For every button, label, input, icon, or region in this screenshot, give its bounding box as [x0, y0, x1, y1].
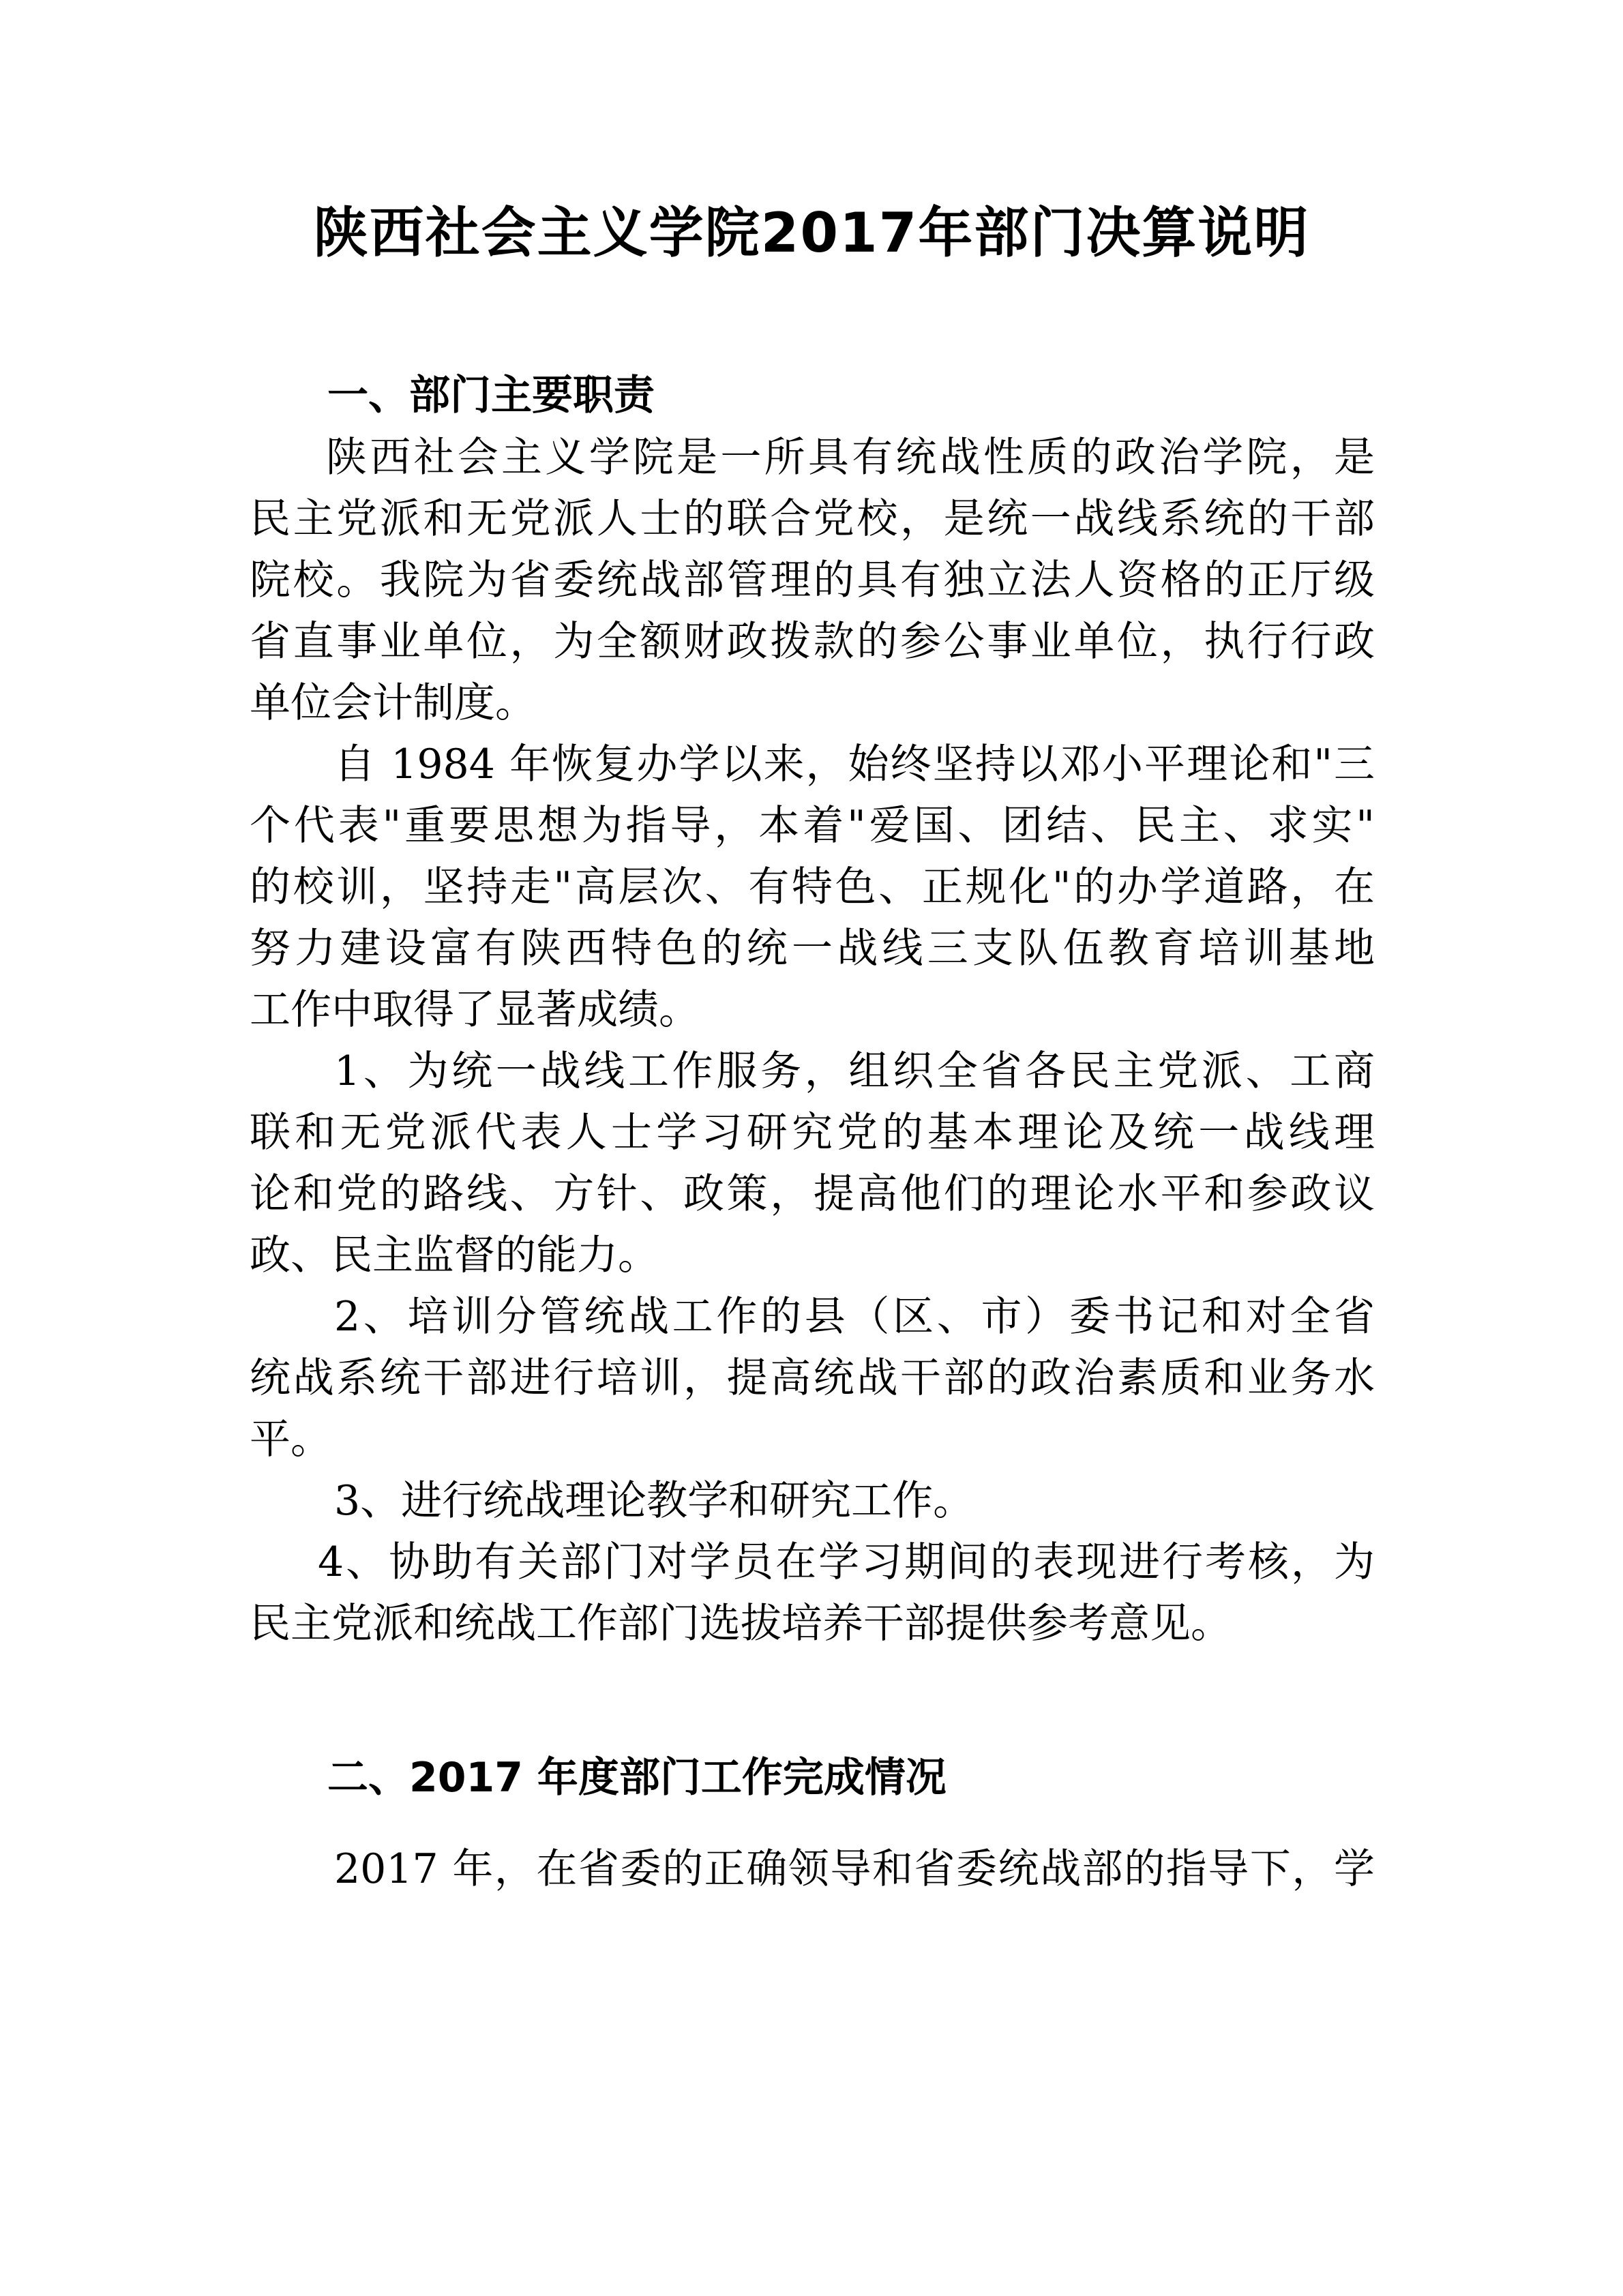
paragraph-line: 4、协助有关部门对学员在学习期间的表现进行考核，为: [318, 1538, 1375, 1586]
paragraph-line: 省直事业单位，为全额财政拨款的参公事业单位，执行行政: [250, 618, 1375, 666]
paragraph-line: 联和无党派代表人士学习研究党的基本理论及统一战线理: [250, 1109, 1375, 1157]
paragraph-line: 2、培训分管统战工作的县（区、市）委书记和对全省: [334, 1293, 1375, 1341]
paragraph-line: 努力建设富有陕西特色的统一战线三支队伍教育培训基地: [250, 925, 1375, 972]
paragraph-line: 的校训，坚持走"高层次、有特色、正规化"的办学道路，在: [250, 863, 1375, 911]
duty-item-2: [250, 1286, 1375, 1470]
paragraph-history: [250, 734, 1375, 1041]
paragraph-line: 平。: [250, 1416, 331, 1463]
paragraph-line: 民主党派和无党派人士的联合党校，是统一战线系统的干部: [250, 495, 1375, 543]
paragraph-line: 自 1984 年恢复办学以来，始终坚持以邓小平理论和"三: [334, 741, 1375, 788]
section-heading-2017-work: 二、2017 年度部门工作完成情况: [327, 1754, 947, 1802]
paragraph-line: 1、为统一战线工作服务，组织全省各民主党派、工商: [334, 1047, 1375, 1095]
paragraph-line: 政、民主监督的能力。: [250, 1232, 659, 1279]
paragraph-line: 民主党派和统战工作部门选拔培养干部提供参考意见。: [250, 1600, 1232, 1648]
paragraph-line: 陕西社会主义学院是一所具有统战性质的政治学院，是: [326, 434, 1375, 481]
duty-item-3: [250, 1470, 1375, 1532]
paragraph-line: 统战系统干部进行培训，提高统战干部的政治素质和业务水: [250, 1354, 1375, 1402]
paragraph-line: 论和党的路线、方针、政策，提高他们的理论水平和参政议: [250, 1170, 1375, 1218]
paragraph-line: 2017 年，在省委的正确领导和省委统战部的指导下，学: [334, 1845, 1375, 1893]
paragraph-line: 单位会计制度。: [250, 679, 536, 727]
paragraph-intro: [250, 427, 1375, 734]
paragraph-line: 院校。我院为省委统战部管理的具有独立法人资格的正厅级: [250, 556, 1375, 604]
duty-item-1: [250, 1041, 1375, 1286]
paragraph-line: 3、进行统战理论教学和研究工作。: [334, 1477, 974, 1525]
paragraph-line: 个代表"重要思想为指导，本着"爱国、团结、民主、求实": [250, 802, 1375, 850]
paragraph-2017-work: [250, 1838, 1375, 1900]
paragraph-line: 工作中取得了显著成绩。: [250, 986, 700, 1034]
duty-item-4: [250, 1532, 1375, 1654]
document-title: 陕西社会主义学院2017年部门决算说明: [313, 201, 1310, 265]
section-heading-duties: 一、部门主要职责: [327, 372, 655, 419]
